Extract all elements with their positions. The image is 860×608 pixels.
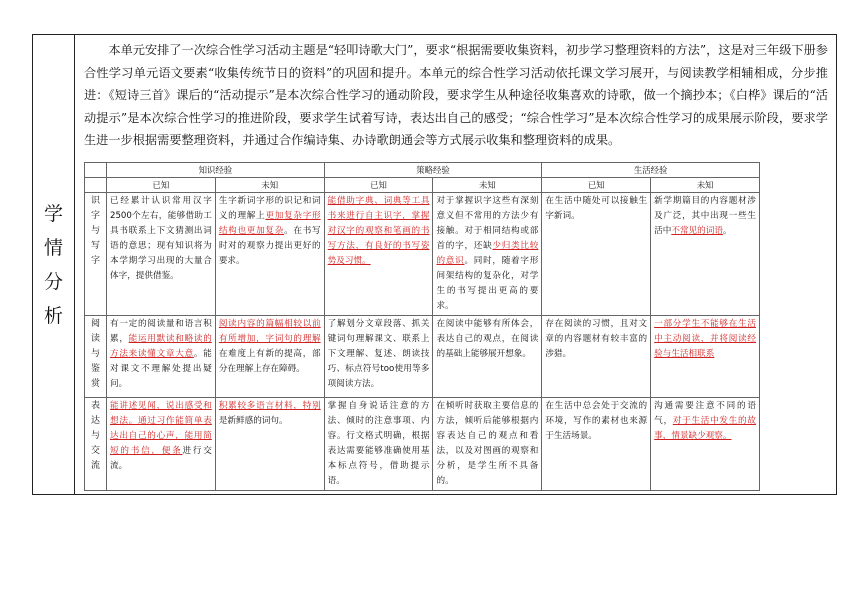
- table-cell: [215, 193, 324, 316]
- cell-text: 是新鲜感的词句。: [218, 416, 288, 426]
- cell-text: 。能对课文不理解处提出疑问。: [110, 349, 212, 389]
- row-label: [85, 193, 107, 316]
- section-label-char: 情: [43, 236, 63, 259]
- row-label-char: 写: [90, 241, 100, 251]
- table-cell: [107, 316, 216, 398]
- table-cell: [542, 398, 651, 491]
- cell-text: 已经累计认识常用汉字2500个左右，能够借助工具书联系上下文猜测出词语的意思；现有知识将为本学期学习出现的大量合体字，提供借鉴。: [110, 196, 212, 281]
- sub-header: 未知: [215, 178, 324, 193]
- table-cell: [433, 398, 542, 491]
- highlighted-text: 不常见的词语: [671, 226, 723, 236]
- sub-header: 未知: [651, 178, 760, 193]
- row-label-char: 读: [90, 334, 100, 344]
- highlighted-text: 积累较多语言材料，特别: [218, 401, 321, 411]
- table-row: [85, 316, 760, 398]
- cell-text: 存在阅读的习惯，且对文章的内容题材有较丰富的涉猎。: [545, 319, 648, 359]
- cell-text: 有一定的阅读量和语言积累，: [110, 319, 212, 344]
- row-label-char: 表: [90, 401, 100, 411]
- cell-text: 。同时，随着字形间架结构的复杂化，对学生的书写提出更高的要求。: [436, 256, 539, 311]
- learning-analysis-table: [84, 162, 760, 491]
- table-cell: [107, 193, 216, 316]
- section-label-char: 学: [43, 202, 63, 225]
- cell-text: 新学期篇目的内容题材涉及广泛，其中出现一些生活中: [654, 196, 756, 236]
- cell-text: 进行交流。: [110, 446, 212, 471]
- row-label-char: 与: [90, 431, 100, 441]
- table-cell: [542, 316, 651, 398]
- table-cell: [542, 193, 651, 316]
- table-cell: [324, 193, 433, 316]
- group-header: 生活经验: [542, 163, 760, 178]
- corner-cell: [85, 163, 107, 178]
- highlighted-text: 能运用默读和略读的方法来读懂文章大意: [110, 334, 212, 359]
- table-cell: [215, 316, 324, 398]
- sub-header: 已知: [107, 178, 216, 193]
- cell-text: 在难度上有新的提高，部分在理解上存在障碍。: [218, 349, 321, 374]
- highlighted-text: 少归类比较的意识: [436, 241, 539, 266]
- sub-header: 已知: [542, 178, 651, 193]
- cell-text: 生字新词字形的识记和词义的理解上: [218, 196, 321, 221]
- row-label-char: 识: [90, 196, 100, 206]
- table-cell: [324, 316, 433, 398]
- row-label-char: 赏: [90, 379, 100, 389]
- row-label-char: 鉴: [90, 364, 100, 374]
- cell-text: 在阅读中能够有所体会，表达自己的观点，在阅读的基础上能够展开想象。: [436, 319, 539, 359]
- highlighted-text: 对于生活中发生的故事，情景缺少观察。: [654, 416, 756, 441]
- analysis-table-frame: [32, 34, 837, 495]
- row-label: [85, 398, 107, 491]
- highlighted-text: 能借助字典、词典等工具书来进行自主识字，掌握对汉字的观察和笔画的书写方法，有良好的书写姿势及习惯。: [327, 196, 430, 266]
- row-label-char: 字: [90, 211, 100, 221]
- table-cell: [651, 316, 760, 398]
- row-label: [85, 316, 107, 398]
- section-label-char: 析: [43, 304, 63, 327]
- row-label-char: 达: [90, 416, 100, 426]
- cell-text: 在生活中总会处于交流的环境，写作的素材也来源于生活场景。: [545, 401, 648, 441]
- highlighted-text: 能讲述见闻，说出感受和想法。通过习作能简单表达出自己的心声，能用简短的书信，便条: [110, 401, 212, 456]
- table-cell: [651, 193, 760, 316]
- table-cell: [433, 193, 542, 316]
- group-header: 知识经验: [107, 163, 325, 178]
- table-cell: [651, 398, 760, 491]
- table-row: [85, 193, 760, 316]
- row-label-char: 交: [90, 446, 100, 456]
- table-cell: [215, 398, 324, 491]
- highlighted-text: 更加复杂字形结构也更加复杂: [218, 211, 321, 236]
- section-label-column: [33, 35, 75, 494]
- row-label-char: 与: [90, 349, 100, 359]
- table-cell: [324, 398, 433, 491]
- section-content: [76, 35, 836, 494]
- cell-text: 对于掌握识字这些有深刻意义但不常用的方法少有接触。对于相同结构或部首的字，还缺: [436, 196, 539, 251]
- corner-cell: [85, 178, 107, 193]
- intro-paragraph: 本单元安排了一次综合性学习活动主题是“轻叩诗歌大门”，要求“根据需要收集资料，初步学习整理资料的方法”，这是对三年级下册参合性学习单元语文要素“收集传统节日的资料”的巩固和提升。本单元的综合性学习活动依托课文学习展开，与阅读教学相辅相成，分步推进：《短诗三首》课后的“活动提示”是本次综合性学习的通动阶段，要求学生从种途径收集喜欢的诗歌，做一个摘抄本；《白桦》课后的“活动提示”是本次综合性学习的推进阶段，要求学生试着写诗，表达出自己的感受；“综合性学习”是本次综合性学习的成果展示阶段，要求学生进一步根据需要整理资料，并通过合作编诗集、办诗歌朗通会等方式展示收集和整理资料的成果。: [84, 43, 828, 147]
- table-cell: [433, 316, 542, 398]
- sub-header-row: [85, 178, 760, 193]
- group-header-row: [85, 163, 760, 178]
- highlighted-text: 阅读内容的篇幅相较以前有所增加，字词句的理解: [218, 319, 321, 344]
- cell-text: 。在书写时对的观察力提出更好的要求。: [218, 226, 321, 266]
- table-row: [85, 398, 760, 491]
- row-label-char: 字: [90, 256, 100, 266]
- group-header: 策略经验: [324, 163, 542, 178]
- row-label-char: 与: [90, 226, 100, 236]
- sub-header: 未知: [433, 178, 542, 193]
- sub-header: 已知: [324, 178, 433, 193]
- row-label-char: 阅: [90, 319, 100, 329]
- section-label-char: 分: [43, 270, 63, 293]
- table-body: [85, 193, 760, 491]
- cell-text: 在生活中随处可以接触生字新词。: [545, 196, 648, 221]
- row-label-char: 流: [90, 461, 100, 471]
- highlighted-text: 一部分学生不能够在生活中主动阅读，并将阅读经验与生活相联系: [654, 319, 756, 359]
- cell-text: 掌握自身说话注意的方法、倾时的注意事项、内容。行文格式明确，根据表达需要能够准确使用基本标点符号，借助提示语。: [327, 401, 430, 486]
- cell-text: 沟通需要注意不同的语气，: [654, 401, 756, 426]
- table-cell: [107, 398, 216, 491]
- cell-text: 了解划分文章段落、抓关键词句理解课文、联系上下文理解、复述、朗读技巧、标点符号too使用等多项阅读方法。: [327, 319, 430, 389]
- cell-text: 在倾听时获取主要信息的方法，倾听后能够根据内容表达自己的观点和看法，以及对图画的观察和分析，是学生所不具备的。: [436, 401, 539, 486]
- cell-text: 。: [722, 226, 732, 236]
